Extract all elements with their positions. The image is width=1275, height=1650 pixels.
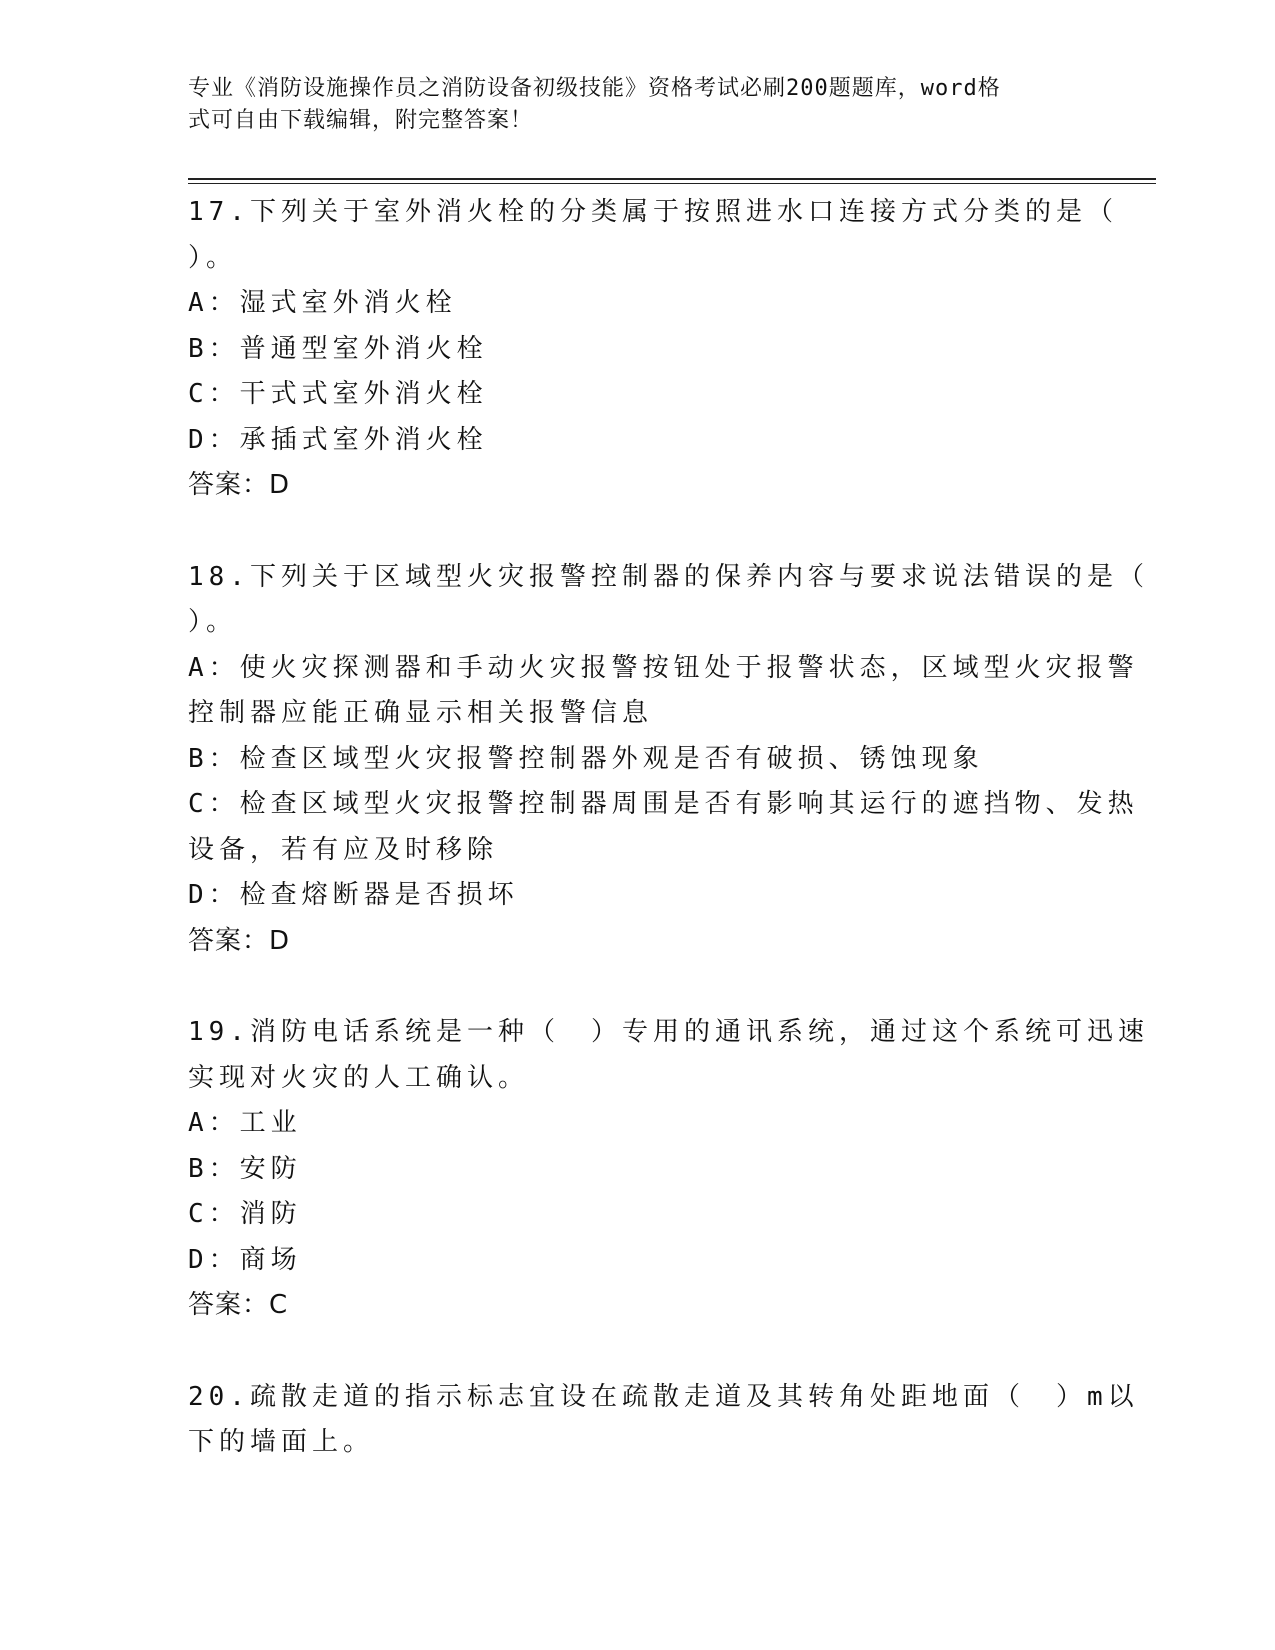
question-list (188, 190, 1149, 1512)
question-stem: 下的墙面上。 (188, 1427, 375, 1457)
answer-label: 答案：D (188, 470, 291, 500)
option-d: D：检查熔断器是否损坏 (188, 880, 519, 910)
question-stem: 实现对火灾的人工确认。 (188, 1062, 530, 1093)
option-b: B：安防 (188, 1153, 302, 1184)
option-a-continued: 控制器应能正确显示相关报警信息 (188, 698, 654, 728)
option-b: B：普通型室外消火栓 (188, 333, 488, 364)
header-divider-thin (188, 183, 1156, 184)
question-18 (188, 555, 1149, 965)
document-header (188, 73, 1068, 137)
option-b: B：检查区域型火灾报警控制器外观是否有破损、锈蚀现象 (188, 743, 984, 774)
question-stem: 17.下列关于室外消火栓的分类属于按照进水口连接方式分类的是（ (188, 197, 1118, 227)
option-c-continued: 设备，若有应及时移除 (188, 834, 499, 865)
question-stem: ）。 (188, 607, 238, 637)
question-19 (188, 1010, 1149, 1329)
header-divider (188, 178, 1156, 180)
header-line: 专业《消防设施操作员之消防设备初级技能》资格考试必刷200题题库，word格 (188, 76, 1001, 101)
option-d: D：承插式室外消火栓 (188, 424, 488, 455)
option-a: A：湿式室外消火栓 (188, 288, 457, 318)
option-a: A：工业 (188, 1108, 302, 1138)
question-stem: 20.疏散走道的指示标志宜设在疏散走道及其转角处距地面（ ）m以 (188, 1381, 1139, 1412)
option-d: D：商场 (188, 1244, 302, 1275)
question-17 (188, 190, 1118, 509)
option-c: C：消防 (188, 1199, 302, 1229)
question-stem: ）。 (188, 242, 238, 273)
question-stem: 18.下列关于区域型火灾报警控制器的保养内容与要求说法错误的是（ (188, 561, 1149, 592)
option-a: A：使火灾探测器和手动火灾报警按钮处于报警状态，区域型火灾报警 (188, 652, 1139, 683)
answer-label: 答案：C (188, 1290, 289, 1320)
question-stem: 19.消防电话系统是一种（ ）专用的通讯系统，通过这个系统可迅速 (188, 1017, 1149, 1047)
option-c: C：干式式室外消火栓 (188, 379, 488, 409)
header-line: 式可自由下载编辑，附完整答案！ (188, 108, 534, 133)
question-20 (188, 1375, 1139, 1466)
option-c: C：检查区域型火灾报警控制器周围是否有影响其运行的遮挡物、发热 (188, 789, 1139, 819)
answer-label: 答案：D (188, 925, 291, 956)
